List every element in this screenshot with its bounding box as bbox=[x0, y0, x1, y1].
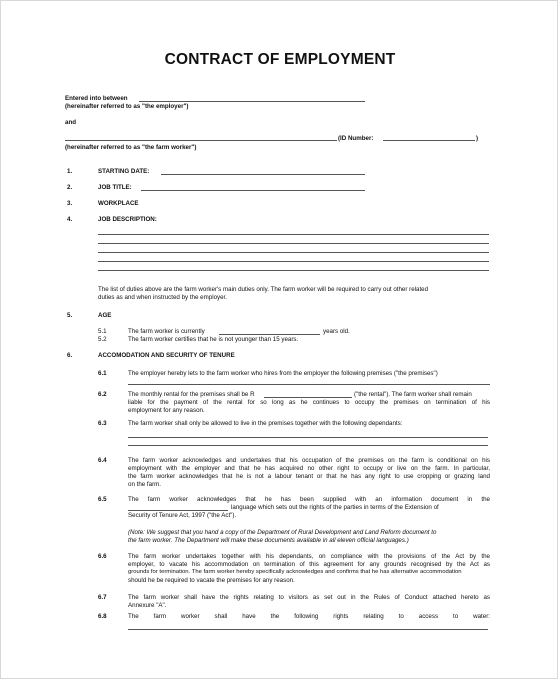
clause-6-4-text: The farm worker acknowledges and undertakes that his occupation of the premises on the farm is conditional on his bbox=[128, 457, 490, 464]
accomodation-label: ACCOMODATION AND SECURITY OF TENURE bbox=[98, 352, 235, 359]
clause-6-2-text: The monthly rental for the premises shall be R bbox=[128, 391, 255, 398]
clause-6-2-number: 6.2 bbox=[98, 391, 107, 398]
job-description-line[interactable] bbox=[98, 252, 489, 253]
employer-name-line[interactable] bbox=[139, 101, 365, 102]
clause-6-4-text: employment with the employer and that he has acquired no other right to occupy or live on the farm. In particular, bbox=[128, 465, 490, 472]
dependants-line[interactable] bbox=[128, 437, 488, 438]
starting-date-line[interactable] bbox=[161, 174, 365, 175]
job-title-line[interactable] bbox=[141, 190, 365, 191]
starting-date-label: STARTING DATE: bbox=[98, 168, 150, 175]
clause-6-7-text: Annexure "A". bbox=[128, 602, 167, 609]
id-number-close: ) bbox=[476, 135, 479, 142]
worker-name-line[interactable] bbox=[65, 140, 337, 141]
note-text: the farm worker. The Department will make these documents available in all eleven official languages.) bbox=[128, 537, 409, 544]
job-description-line[interactable] bbox=[98, 234, 489, 235]
section-3-number: 3. bbox=[67, 200, 73, 207]
age-line[interactable] bbox=[219, 334, 320, 335]
clause-6-6-number: 6.6 bbox=[98, 553, 107, 560]
entered-into-label: Entered into between bbox=[65, 95, 128, 102]
clause-6-3-number: 6.3 bbox=[98, 420, 107, 427]
clause-5-2-number: 5.2 bbox=[98, 336, 107, 343]
water-access-line[interactable] bbox=[128, 629, 488, 630]
clause-6-8-text: The farm worker shall have the following rights relating to access to water: bbox=[128, 613, 490, 620]
section-4-number: 4. bbox=[67, 216, 73, 223]
clause-6-2-text: liable for the payment of the rental for so long as he continues to occupy the premises on termination of his bbox=[128, 399, 490, 406]
clause-5-1-suffix: years old. bbox=[323, 328, 350, 335]
workplace-label: WORKPLACE bbox=[98, 200, 139, 207]
and-label: and bbox=[65, 119, 77, 126]
clause-6-6-text: The farm worker undertakes together with his dependants, on compliance with the provisions of the Act by the bbox=[128, 553, 490, 560]
dependants-line[interactable] bbox=[128, 445, 488, 446]
job-title-label: JOB TITLE: bbox=[98, 184, 132, 191]
section-1-number: 1. bbox=[67, 168, 73, 175]
clause-6-7-number: 6.7 bbox=[98, 594, 107, 601]
clause-6-5-text: language which sets out the rights of the parties in terms of the Extension of bbox=[231, 504, 439, 511]
clause-6-6-text: grounds for termination. The farm worker hereby specifically acknowledges and confirms that he has alternative accommodation bbox=[128, 569, 462, 575]
clause-6-5-number: 6.5 bbox=[98, 496, 107, 503]
note-text: (Note: We suggest that you hand a copy of the Department of Rural Development and Land Reform document to bbox=[128, 529, 437, 536]
clause-5-1-text: The farm worker is currently bbox=[128, 328, 205, 335]
clause-6-5-text: Security of Tenure Act, 1997 ("the Act"). bbox=[128, 512, 237, 519]
clause-5-1-number: 5.1 bbox=[98, 328, 107, 335]
document-title: CONTRACT OF EMPLOYMENT bbox=[164, 51, 396, 68]
job-description-label: JOB DESCRIPTION: bbox=[98, 216, 157, 223]
clause-6-3-text: The farm worker shall only be allowed to live in the premises together with the following dependants: bbox=[128, 420, 403, 427]
clause-6-7-text: The farm worker shall have the rights relating to visitors as set out in the Rules of Conduct attached hereto as bbox=[128, 594, 490, 601]
clause-6-4-text: on the farm. bbox=[128, 481, 162, 488]
clause-6-4-number: 6.4 bbox=[98, 457, 107, 464]
section-2-number: 2. bbox=[67, 184, 73, 191]
clause-6-4-text: the farm worker acknowledges that he is not a labour tenant or that he has any right to use cropping or grazing land bbox=[128, 473, 490, 480]
clause-5-2-text: The farm worker certifies that he is not younger than 15 years. bbox=[128, 336, 299, 343]
id-number-line[interactable] bbox=[383, 140, 475, 141]
clause-6-6-text: employer, to vacate his accommodation on termination of this agreement for any grounds recognised by the Act as bbox=[128, 561, 490, 568]
clause-6-2-text: ("the rental"). The farm worker shall remain bbox=[354, 391, 472, 398]
clause-6-2-text: employment for any reason. bbox=[128, 407, 205, 414]
job-description-line[interactable] bbox=[98, 243, 489, 244]
clause-6-5-text: The farm worker acknowledges that he has been supplied with an information document in the bbox=[128, 496, 490, 503]
duties-paragraph: duties as and when instructed by the employer. bbox=[98, 294, 227, 301]
clause-6-1-number: 6.1 bbox=[98, 370, 107, 377]
language-line[interactable] bbox=[128, 510, 228, 511]
clause-6-6-text: should he be required to vacate the premises for any reason. bbox=[128, 577, 295, 584]
clause-6-1-text: The employer hereby lets to the farm worker who hires from the employer the following premises ("the premises") bbox=[128, 370, 438, 377]
employer-reference: (hereinafter referred to as "the employer") bbox=[65, 103, 189, 110]
clause-6-8-number: 6.8 bbox=[98, 613, 107, 620]
id-number-label: (ID Number: bbox=[338, 135, 374, 142]
job-description-line[interactable] bbox=[98, 261, 489, 262]
premises-line[interactable] bbox=[128, 384, 490, 385]
worker-reference: (hereinafter referred to as "the farm worker") bbox=[65, 144, 197, 151]
age-label: AGE bbox=[98, 312, 112, 319]
duties-paragraph: The list of duties above are the farm worker's main duties only. The farm worker will be required to carry out other related bbox=[98, 286, 429, 293]
section-6-number: 6. bbox=[67, 352, 73, 359]
job-description-line[interactable] bbox=[98, 270, 489, 271]
rental-line[interactable] bbox=[264, 397, 352, 398]
section-5-number: 5. bbox=[67, 312, 73, 319]
